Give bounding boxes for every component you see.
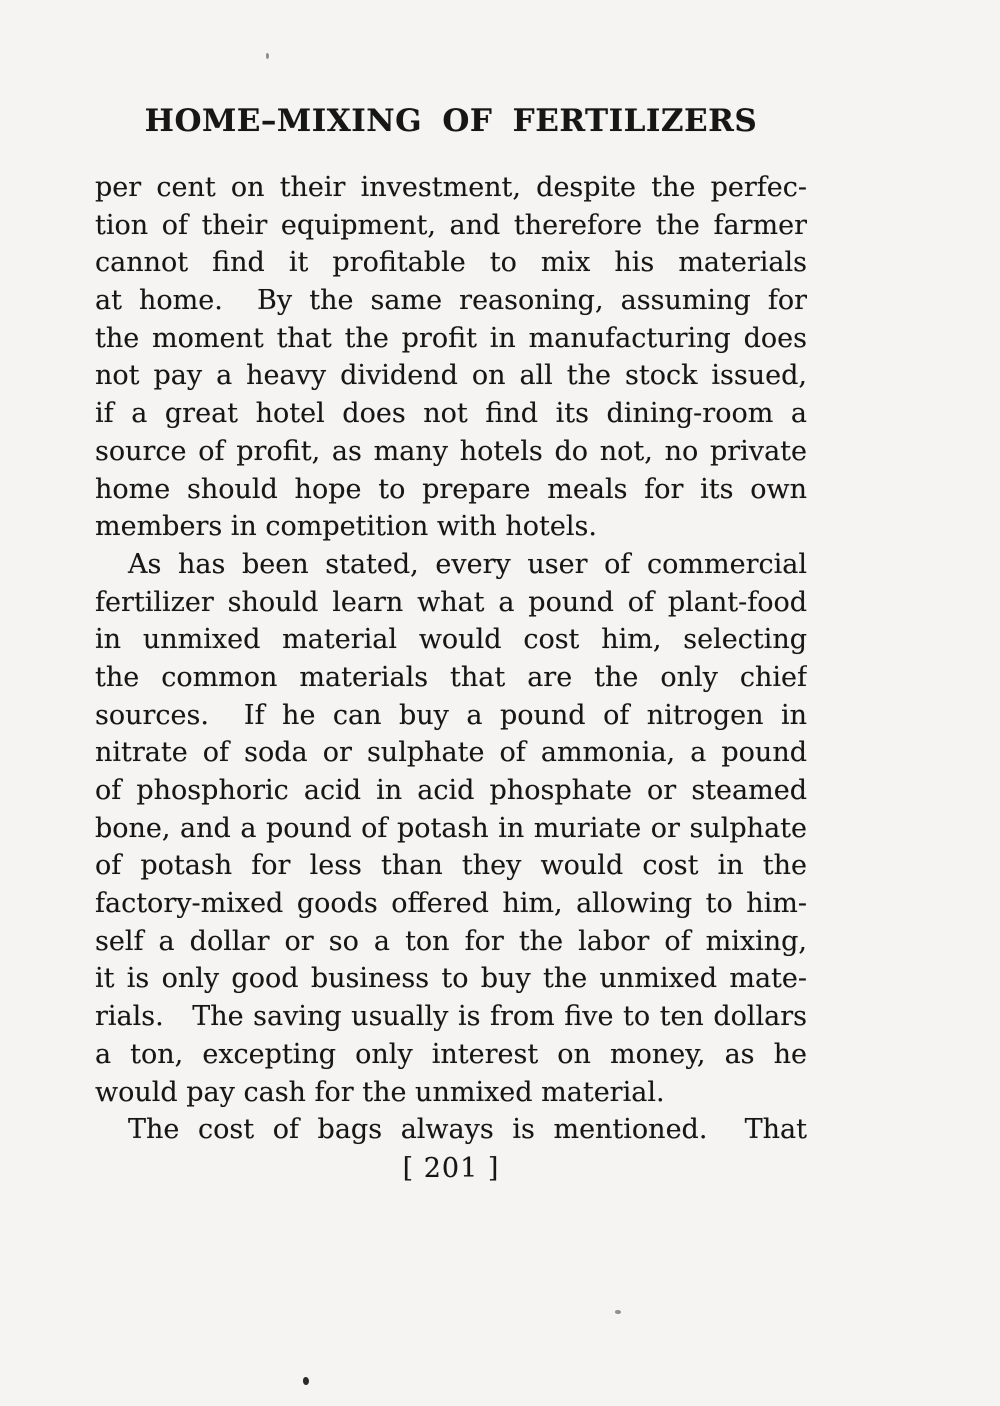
text-line: nitrate of soda or sulphate of ammonia, a pound xyxy=(95,737,807,769)
text-line: self a dollar or so a ton for the labor of mixing, xyxy=(95,925,807,957)
body-text xyxy=(95,169,807,1149)
text-line: if a great hotel does not find its dining-room a xyxy=(95,398,807,430)
page-title: HOME–MIXING OF FERTILIZERS xyxy=(144,103,758,139)
ink-speck xyxy=(303,1377,309,1385)
text-line: factory-mixed goods offered him, allowing to him- xyxy=(95,888,807,920)
text-line: at home. By the same reasoning, assuming for xyxy=(95,285,807,317)
text-line: would pay cash for the unmixed material. xyxy=(95,1076,665,1108)
text-line: sources. If he can buy a pound of nitrogen in xyxy=(95,699,807,731)
text-line: bone, and a pound of potash in muriate or sulphate xyxy=(95,812,807,844)
page-number: [ 201 ] xyxy=(402,1153,500,1184)
text-line: As has been stated, every user of commercial xyxy=(128,548,807,580)
text-line: rials. The saving usually is from five to ten dollars xyxy=(95,1001,807,1033)
text-line: of phosphoric acid in acid phosphate or steamed xyxy=(95,775,807,806)
text-line: the common materials that are the only chief xyxy=(95,661,807,693)
text-line: of potash for less than they would cost in the xyxy=(95,850,807,882)
text-line: home should hope to prepare meals for its own xyxy=(95,473,807,505)
text-line: members in competition with hotels. xyxy=(95,511,597,543)
text-line: The cost of bags always is mentioned. That xyxy=(128,1114,807,1146)
text-line: source of profit, as many hotels do not, no private xyxy=(95,435,807,467)
text-line: it is only good business to buy the unmixed mate- xyxy=(95,963,807,995)
text-line: not pay a heavy dividend on all the stock issued, xyxy=(95,360,807,392)
text-line: fertilizer should learn what a pound of plant-food xyxy=(95,586,807,618)
text-line: a ton, excepting only interest on money, as he xyxy=(95,1038,807,1070)
ink-speck xyxy=(615,1310,621,1314)
text-line: in unmixed material would cost him, selecting xyxy=(95,624,807,656)
text-line: cannot find it profitable to mix his materials xyxy=(95,247,807,279)
text-line: the moment that the profit in manufacturing does xyxy=(95,322,807,354)
ink-speck xyxy=(266,53,269,59)
text-line: per cent on their investment, despite the perfec- xyxy=(95,172,807,203)
text-line: tion of their equipment, and therefore the farmer xyxy=(95,209,807,241)
